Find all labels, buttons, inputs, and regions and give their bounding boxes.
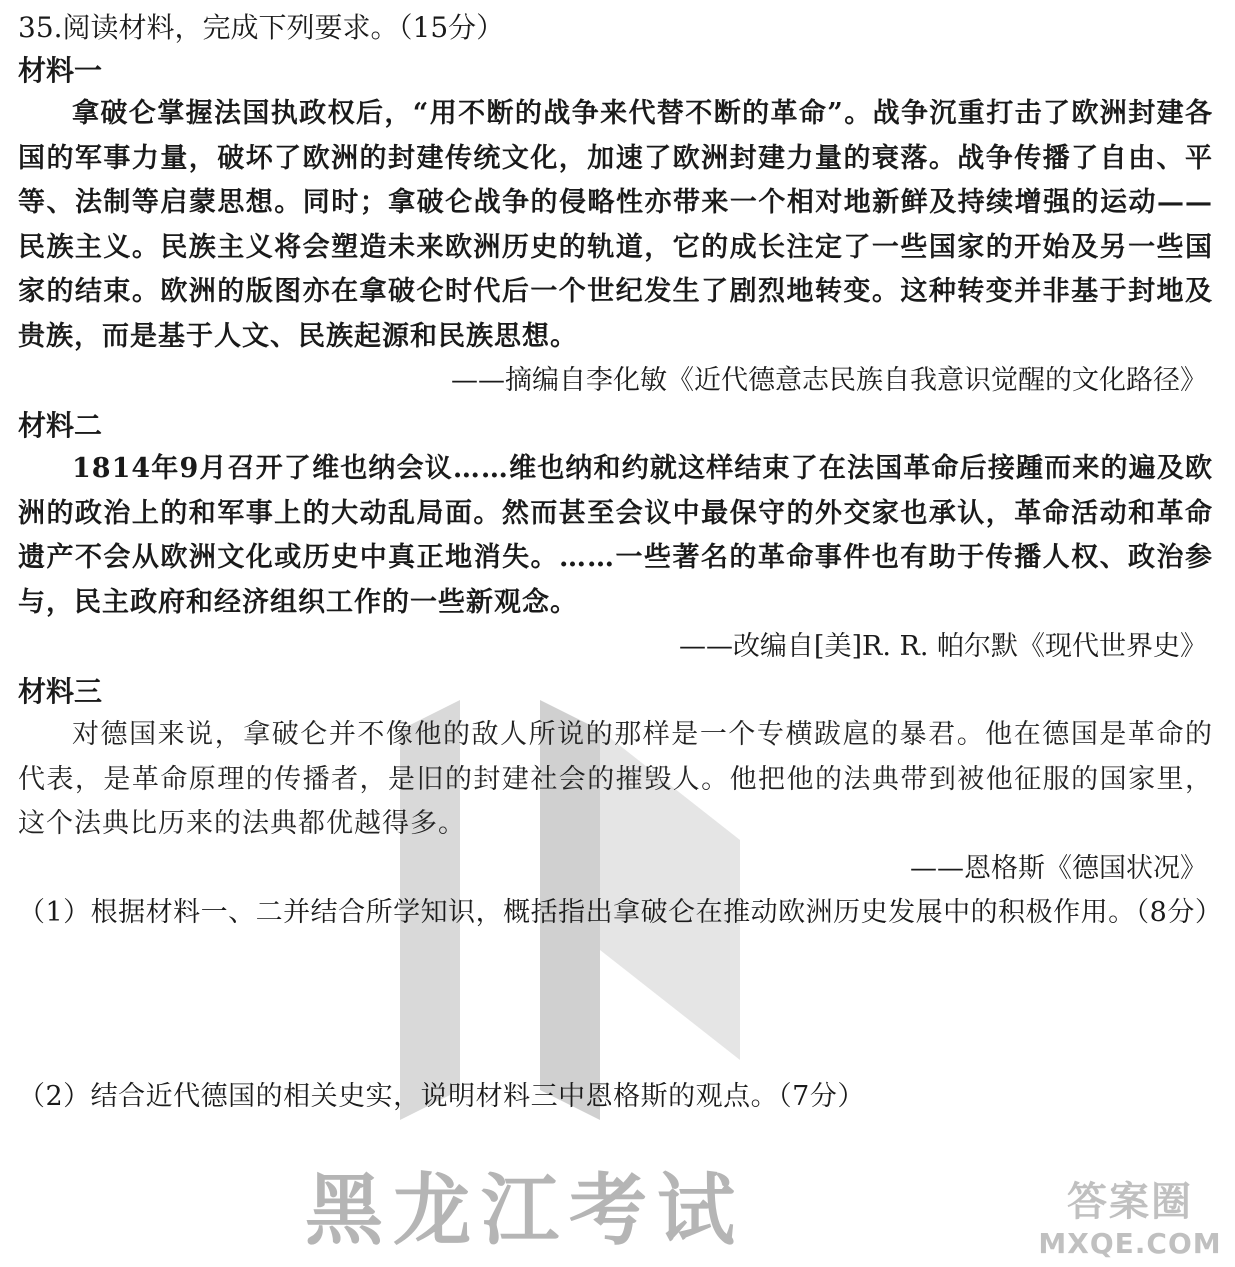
material-text: 1814年9月召开了维也纳会议……维也纳和约就这样结束了在法国革命后接踵而来的遍及欧洲的政治上的和军事上的大动乱局面。然而甚至会议中最保守的外交家也承认，革命活动和革命遗产不会从欧洲文化或历史中真正地消失。……一些著名的革命事件也有助于传播人权、政治参与，民主政府和经济组织工作的一些新观念。 bbox=[18, 453, 1213, 618]
material-3 bbox=[18, 671, 1213, 891]
material-1 bbox=[18, 50, 1213, 403]
watermark-text: 黑龙江考试 bbox=[305, 1166, 746, 1256]
material-source: ——恩格斯《德国状况》 bbox=[910, 852, 1207, 884]
material-text: 拿破仑掌握法国执政权后，“用不断的战争来代替不断的革命”。战争沉重打击了欧洲封建各国的军事力量，破坏了欧洲的封建传统文化，加速了欧洲封建力量的衰落。战争传播了自由、平等、法制等启蒙思想。同时；拿破仑战争的侵略性亦带来一个相对地新鲜及持续增强的运动——民族主义。民族主义将会塑造未来欧洲历史的轨道，它的成长注定了一些国家的开始及另一些国家的结束。欧洲的版图亦在拿破仑时代后一个世纪发生了剧烈地转变。这种转变并非基于封地及贵族，而是基于人文、民族起源和民族思想。 bbox=[18, 98, 1213, 352]
watermark-corner-top: 答案圈 bbox=[1067, 1179, 1193, 1225]
exam-question bbox=[18, 8, 1223, 1119]
material-title: 材料三 bbox=[18, 675, 103, 708]
sub-question-1: （1）根据材料一、二并结合所学知识，概括指出拿破仑在推动欧洲历史发展中的积极作用。（8分） bbox=[18, 896, 1223, 928]
sub-question-2: （2）结合近代德国的相关史实，说明材料三中恩格斯的观点。（7分） bbox=[18, 1080, 865, 1112]
answer-space bbox=[18, 935, 1213, 1075]
material-source: ——摘编自李化敏《近代德意志民族自我意识觉醒的文化路径》 bbox=[451, 365, 1207, 396]
material-2 bbox=[18, 405, 1213, 669]
material-title: 材料二 bbox=[18, 409, 103, 442]
question-header: 35.阅读材料，完成下列要求。（15分） bbox=[18, 11, 505, 44]
watermark-corner-url: MXQE.COM bbox=[1038, 1227, 1222, 1260]
material-title: 材料一 bbox=[18, 54, 103, 87]
watermark-corner-logo bbox=[1030, 1170, 1230, 1260]
material-text: 对德国来说，拿破仑并不像他的敌人所说的那样是一个专横跋扈的暴君。他在德国是革命的代表，是革命原理的传播者，是旧的封建社会的摧毁人。他把他的法典带到被他征服的国家里，这个法典比历来的法典都优越得多。 bbox=[18, 719, 1213, 839]
material-source: ——改编自[美]R. R. 帕尔默《现代世界史》 bbox=[678, 631, 1207, 662]
